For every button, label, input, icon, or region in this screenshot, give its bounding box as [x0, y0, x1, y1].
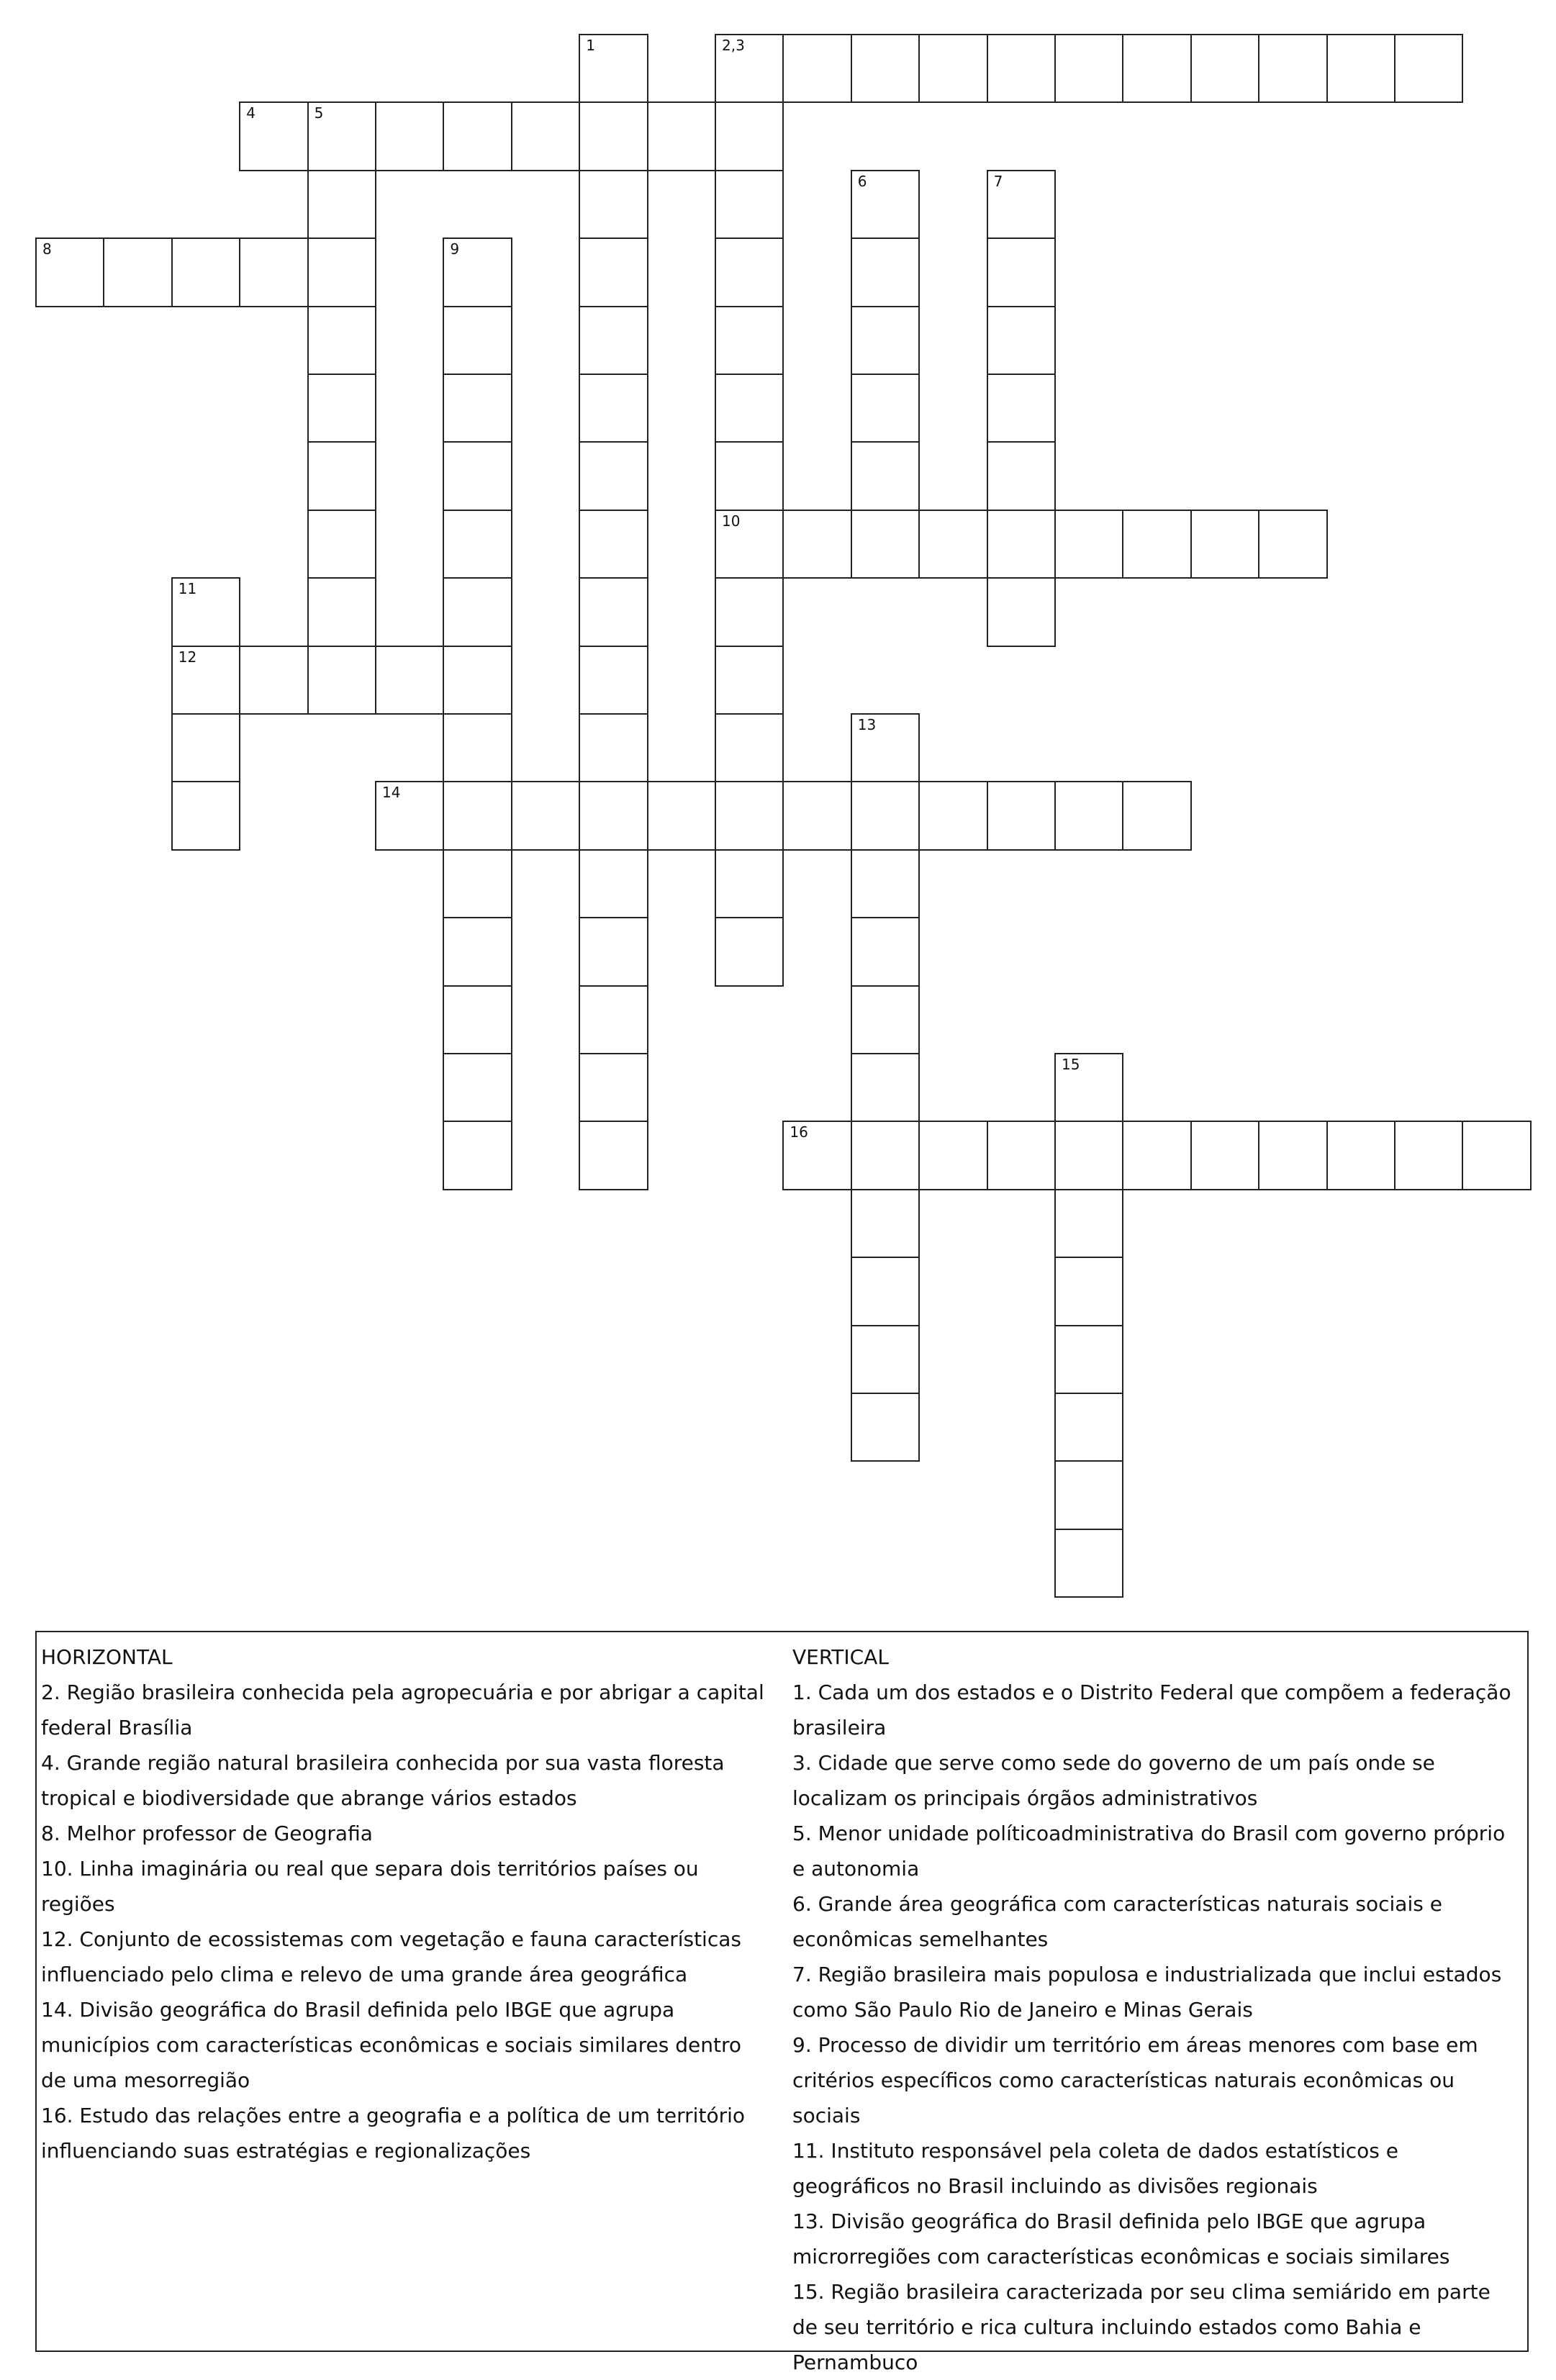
clue-number: 15	[1062, 1056, 1080, 1073]
grid-cell[interactable]	[375, 781, 444, 850]
grid-cell[interactable]	[851, 306, 920, 375]
grid-cell[interactable]	[443, 1053, 512, 1122]
grid-cell[interactable]	[851, 510, 920, 579]
grid-cell[interactable]	[715, 849, 784, 918]
grid-cell[interactable]	[443, 781, 512, 850]
vertical-clue-15: 15. Região brasileira caracterizada por seu clima semiárido em parte de seu território e rica cultura incluindo estados como Bahia e Pernambuco	[792, 2280, 1491, 2374]
grid-cell[interactable]	[1326, 1121, 1396, 1190]
grid-cell[interactable]	[715, 577, 784, 646]
grid-cell[interactable]	[579, 170, 648, 239]
grid-cell[interactable]	[307, 170, 376, 239]
grid-cell[interactable]	[1190, 34, 1259, 103]
clue-number: 16	[790, 1123, 808, 1141]
grid-cell[interactable]	[307, 577, 376, 646]
grid-cell[interactable]	[851, 917, 920, 986]
grid-cell[interactable]	[647, 781, 716, 850]
grid-cell[interactable]	[443, 713, 512, 782]
clue-number: 5	[314, 104, 324, 122]
grid-cell[interactable]	[443, 510, 512, 579]
horizontal-clues	[41, 1639, 768, 2168]
grid-cell[interactable]	[987, 34, 1056, 103]
grid-cell[interactable]	[443, 985, 512, 1054]
grid-cell[interactable]	[579, 374, 648, 443]
grid-cell[interactable]	[443, 1121, 512, 1190]
grid-cell[interactable]	[171, 646, 240, 715]
grid-cell[interactable]	[1394, 1121, 1463, 1190]
grid-cell[interactable]	[715, 101, 784, 171]
vertical-clue-11: 11. Instituto responsável pela coleta de dados estatísticos e geográficos no Brasil incluindo as divisões regionais	[792, 2139, 1399, 2198]
grid-cell[interactable]	[918, 1121, 987, 1190]
grid-cell[interactable]	[579, 1053, 648, 1122]
grid-cell[interactable]	[782, 510, 851, 579]
grid-cell[interactable]	[1122, 510, 1191, 579]
grid-cell[interactable]	[579, 917, 648, 986]
grid-cell[interactable]	[851, 374, 920, 443]
grid-cell[interactable]	[715, 306, 784, 375]
horizontal-clue-2: 2. Região brasileira conhecida pela agropecuária e por abrigar a capital federal Brasília	[41, 1680, 764, 1739]
grid-cell[interactable]	[579, 306, 648, 375]
grid-cell[interactable]	[579, 510, 648, 579]
grid-cell[interactable]	[987, 577, 1056, 646]
grid-cell[interactable]	[851, 1257, 920, 1326]
grid-cell[interactable]	[715, 510, 784, 579]
grid-cell[interactable]	[171, 237, 240, 307]
grid-cell[interactable]	[579, 237, 648, 307]
grid-cell[interactable]	[1054, 1121, 1123, 1190]
grid-cell[interactable]	[103, 237, 172, 307]
grid-cell[interactable]	[1054, 1325, 1123, 1394]
grid-cell[interactable]	[443, 441, 512, 510]
vertical-clue-3: 3. Cidade que serve como sede do governo de um país onde se localizam os principais órgãos administrativos	[792, 1751, 1435, 1810]
grid-cell[interactable]	[443, 917, 512, 986]
grid-cell[interactable]	[987, 306, 1056, 375]
grid-cell[interactable]	[35, 237, 104, 307]
grid-cell[interactable]	[851, 713, 920, 782]
grid-cell[interactable]	[987, 374, 1056, 443]
horizontal-clue-16: 16. Estudo das relações entre a geografia e a política de um território influenciando suas estratégias e regionalizações	[41, 2104, 745, 2163]
grid-cell[interactable]	[171, 577, 240, 646]
grid-cell[interactable]	[715, 713, 784, 782]
grid-cell[interactable]	[579, 577, 648, 646]
grid-cell[interactable]	[918, 34, 987, 103]
vertical-clue-7: 7. Região brasileira mais populosa e industrializada que inclui estados como São Paulo Rio de Janeiro e Minas Gerais	[792, 1963, 1502, 2022]
clue-number: 6	[857, 172, 867, 190]
grid-cell[interactable]	[579, 101, 648, 171]
grid-cell[interactable]	[375, 101, 444, 171]
grid-cell[interactable]	[307, 237, 376, 307]
vertical-clue-13: 13. Divisão geográfica do Brasil definida pelo IBGE que agrupa microrregiões com características econômicas e sociais similares	[792, 2209, 1450, 2268]
grid-cell[interactable]	[443, 577, 512, 646]
grid-cell[interactable]	[1258, 510, 1327, 579]
vertical-clue-9: 9. Processo de dividir um território em áreas menores com base em critérios específicos como características naturais econômicas ou sociais	[792, 2033, 1478, 2127]
grid-cell[interactable]	[1054, 34, 1123, 103]
grid-cell[interactable]	[715, 170, 784, 239]
grid-cell[interactable]	[782, 1121, 851, 1190]
grid-cell[interactable]	[715, 441, 784, 510]
grid-cell[interactable]	[239, 237, 308, 307]
clue-number: 14	[382, 784, 401, 802]
grid-cell[interactable]	[851, 34, 920, 103]
grid-cell[interactable]	[443, 849, 512, 918]
grid-cell[interactable]	[579, 713, 648, 782]
grid-cell[interactable]	[579, 1121, 648, 1190]
horizontal-clue-10: 10. Linha imaginária ou real que separa dois territórios países ou regiões	[41, 1857, 699, 1916]
grid-cell[interactable]	[579, 441, 648, 510]
grid-cell[interactable]	[851, 441, 920, 510]
grid-cell[interactable]	[375, 646, 444, 715]
clue-number: 4	[246, 104, 255, 122]
grid-cell[interactable]	[579, 849, 648, 918]
grid-cell[interactable]	[579, 781, 648, 850]
grid-cell[interactable]	[851, 849, 920, 918]
grid-cell[interactable]	[987, 441, 1056, 510]
grid-cell[interactable]	[1326, 34, 1396, 103]
grid-cell[interactable]	[715, 374, 784, 443]
grid-cell[interactable]	[987, 510, 1056, 579]
grid-cell[interactable]	[1258, 1121, 1327, 1190]
grid-cell[interactable]	[851, 1189, 920, 1258]
grid-cell[interactable]	[239, 101, 308, 171]
grid-cell[interactable]	[443, 237, 512, 307]
horizontal-clue-8: 8. Melhor professor de Geografia	[41, 1822, 373, 1845]
grid-cell[interactable]	[239, 646, 308, 715]
grid-cell[interactable]	[851, 1393, 920, 1462]
grid-cell[interactable]	[715, 34, 784, 103]
grid-cell[interactable]	[715, 237, 784, 307]
clue-number: 10	[722, 512, 741, 530]
grid-cell[interactable]	[1054, 1393, 1123, 1462]
vertical-clue-6: 6. Grande área geográfica com características naturais sociais e econômicas semelhantes	[792, 1892, 1442, 1951]
grid-cell[interactable]	[171, 713, 240, 782]
grid-cell[interactable]	[443, 101, 512, 171]
vertical-clue-5: 5. Menor unidade políticoadministrativa do Brasil com governo próprio e autonomia	[792, 1822, 1506, 1881]
grid-cell[interactable]	[851, 985, 920, 1054]
horizontal-clue-14: 14. Divisão geográfica do Brasil definida pelo IBGE que agrupa municípios com características econômicas e sociais similares dentro de uma mesorregião	[41, 1998, 741, 2092]
grid-cell[interactable]	[307, 510, 376, 579]
grid-cell[interactable]	[851, 1325, 920, 1394]
grid-cell[interactable]	[1054, 1257, 1123, 1326]
vertical-clue-1: 1. Cada um dos estados e o Distrito Federal que compõem a federação brasileira	[792, 1680, 1511, 1739]
grid-cell[interactable]	[715, 917, 784, 986]
grid-cell[interactable]	[443, 646, 512, 715]
grid-cell[interactable]	[511, 781, 580, 850]
clue-box	[35, 1631, 1529, 2374]
grid-cell[interactable]	[1054, 781, 1123, 850]
clue-number: 7	[993, 172, 1003, 190]
grid-cell[interactable]	[987, 170, 1056, 239]
clue-number: 11	[178, 580, 197, 598]
grid-cell[interactable]	[443, 374, 512, 443]
grid-cell[interactable]	[987, 781, 1056, 850]
grid-cell[interactable]	[511, 101, 580, 171]
grid-cell[interactable]	[307, 101, 376, 171]
grid-cell[interactable]	[782, 34, 851, 103]
grid-cell[interactable]	[851, 781, 920, 850]
grid-cell[interactable]	[307, 306, 376, 375]
grid-cell[interactable]	[1054, 1529, 1123, 1598]
grid-cell[interactable]	[1190, 510, 1259, 579]
grid-cell[interactable]	[918, 781, 987, 850]
clue-number: 12	[178, 648, 197, 666]
grid-cell[interactable]	[918, 510, 987, 579]
grid-cell[interactable]	[1054, 1189, 1123, 1258]
clue-number: 9	[450, 240, 460, 258]
grid-cell[interactable]	[1462, 1121, 1531, 1190]
grid-cell[interactable]	[1122, 781, 1191, 850]
grid-cell[interactable]	[1394, 34, 1463, 103]
grid-cell[interactable]	[715, 781, 784, 850]
vertical-title: VERTICAL	[792, 1645, 889, 1669]
grid-cell[interactable]	[851, 170, 920, 239]
grid-cell[interactable]	[782, 781, 851, 850]
grid-cell[interactable]	[1122, 1121, 1191, 1190]
grid-cell[interactable]	[579, 34, 648, 103]
grid-cell[interactable]	[1054, 1460, 1123, 1529]
grid-cell[interactable]	[1054, 510, 1123, 579]
grid-cell[interactable]	[851, 1053, 920, 1122]
grid-cell[interactable]	[579, 985, 648, 1054]
clue-number: 1	[586, 37, 595, 54]
grid-cell[interactable]	[579, 646, 648, 715]
grid-cell[interactable]	[307, 646, 376, 715]
grid-cell[interactable]	[1190, 1121, 1259, 1190]
grid-cell[interactable]	[715, 646, 784, 715]
horizontal-clue-12: 12. Conjunto de ecossistemas com vegetação e fauna características influenciado pelo clima e relevo de uma grande área geográfica	[41, 1927, 741, 1986]
horizontal-clue-4: 4. Grande região natural brasileira conhecida por sua vasta floresta tropical e biodiversidade que abrange vários estados	[41, 1751, 725, 1810]
grid-cell[interactable]	[647, 101, 716, 171]
grid-cell[interactable]	[851, 237, 920, 307]
grid-cell[interactable]	[1054, 1053, 1123, 1122]
grid-cell[interactable]	[851, 1121, 920, 1190]
vertical-clues	[792, 1639, 1519, 2380]
grid-cell[interactable]	[307, 374, 376, 443]
grid-cell[interactable]	[171, 781, 240, 850]
horizontal-title: HORIZONTAL	[41, 1645, 173, 1669]
clue-number: 2,3	[722, 37, 745, 54]
clue-number: 8	[42, 240, 52, 258]
clue-number: 13	[857, 716, 877, 733]
grid-cell[interactable]	[987, 237, 1056, 307]
grid-cell[interactable]	[1122, 34, 1191, 103]
grid-cell[interactable]	[307, 441, 376, 510]
grid-cell[interactable]	[1258, 34, 1327, 103]
grid-cell[interactable]	[987, 1121, 1056, 1190]
grid-cell[interactable]	[443, 306, 512, 375]
